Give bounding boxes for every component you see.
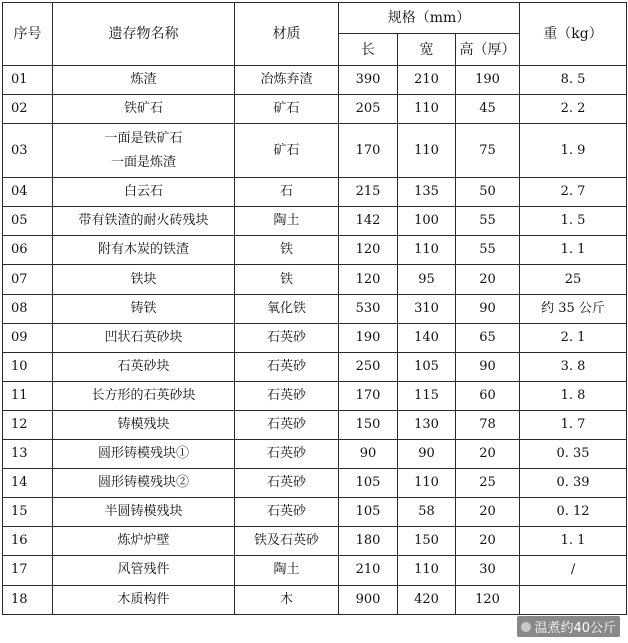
cell-material: 石英砂 bbox=[235, 410, 339, 439]
table-row bbox=[3, 585, 627, 614]
cell-name-line: 圆形铸模残块① bbox=[97, 446, 189, 462]
cell-length: 210 bbox=[339, 556, 398, 585]
cell-name-line: 铁矿石 bbox=[123, 101, 163, 117]
cell-width: 90 bbox=[398, 440, 456, 469]
table-body bbox=[3, 66, 627, 615]
cell-length: 90 bbox=[339, 440, 398, 469]
cell-no: 13 bbox=[3, 440, 53, 469]
cell-length: 180 bbox=[339, 527, 398, 556]
cell-width: 95 bbox=[398, 265, 456, 294]
cell-height: 20 bbox=[456, 498, 520, 527]
cell-length: 150 bbox=[339, 410, 398, 439]
cell-name bbox=[53, 207, 235, 236]
cell-no: 06 bbox=[3, 236, 53, 265]
header-length: 长 bbox=[339, 34, 398, 66]
table-row bbox=[3, 410, 627, 439]
table-row bbox=[3, 440, 627, 469]
cell-weight: 2. 2 bbox=[520, 95, 627, 124]
cell-name bbox=[53, 498, 235, 527]
cell-length: 390 bbox=[339, 66, 398, 95]
table-row bbox=[3, 207, 627, 236]
cell-height: 120 bbox=[456, 585, 520, 614]
cell-name-line: 凹状石英砂块 bbox=[104, 329, 183, 345]
cell-name bbox=[53, 265, 235, 294]
cell-width: 110 bbox=[398, 236, 456, 265]
cell-height: 78 bbox=[456, 410, 520, 439]
cell-no: 04 bbox=[3, 178, 53, 207]
cell-name-line: 长方形的石英砂块 bbox=[91, 387, 196, 403]
cell-length: 215 bbox=[339, 178, 398, 207]
cell-name bbox=[53, 124, 235, 178]
table-row bbox=[3, 294, 627, 323]
cell-name-line: 白云石 bbox=[123, 184, 163, 200]
cell-material: 铁 bbox=[235, 265, 339, 294]
cell-name-line: 一面是炼渣 bbox=[110, 154, 176, 170]
cell-name bbox=[53, 178, 235, 207]
cell-length: 205 bbox=[339, 95, 398, 124]
cell-material: 石英砂 bbox=[235, 469, 339, 498]
watermark bbox=[517, 616, 620, 637]
cell-weight: 25 bbox=[520, 265, 627, 294]
cell-no: 03 bbox=[3, 124, 53, 178]
cell-name-line: 铸模残块 bbox=[117, 416, 170, 432]
cell-no: 05 bbox=[3, 207, 53, 236]
cell-weight: 0. 12 bbox=[520, 498, 627, 527]
header-row-top bbox=[3, 3, 627, 34]
cell-height: 45 bbox=[456, 95, 520, 124]
cell-name-line: 一面是铁矿石 bbox=[104, 130, 183, 146]
cell-no: 09 bbox=[3, 323, 53, 352]
cell-material: 铁 bbox=[235, 236, 339, 265]
cell-width: 150 bbox=[398, 527, 456, 556]
cell-no: 12 bbox=[3, 410, 53, 439]
cell-length: 900 bbox=[339, 585, 398, 614]
cell-name bbox=[53, 410, 235, 439]
cell-no: 16 bbox=[3, 527, 53, 556]
cell-width: 110 bbox=[398, 556, 456, 585]
cell-width: 58 bbox=[398, 498, 456, 527]
cell-material: 石英砂 bbox=[235, 498, 339, 527]
cell-height: 90 bbox=[456, 294, 520, 323]
cell-weight: 0. 39 bbox=[520, 469, 627, 498]
table-row bbox=[3, 469, 627, 498]
cell-length: 170 bbox=[339, 381, 398, 410]
cell-width: 310 bbox=[398, 294, 456, 323]
cell-no: 11 bbox=[3, 381, 53, 410]
cell-name-line: 炼渣 bbox=[130, 72, 157, 88]
cell-height: 20 bbox=[456, 527, 520, 556]
cell-weight: 约 35 公斤 bbox=[520, 294, 627, 323]
cell-width: 140 bbox=[398, 323, 456, 352]
cell-material: 铁及石英砂 bbox=[235, 527, 339, 556]
header-height: 高（厚） bbox=[456, 34, 520, 66]
cell-no: 02 bbox=[3, 95, 53, 124]
cell-width: 100 bbox=[398, 207, 456, 236]
cell-name-line: 带有铁渣的耐火砖残块 bbox=[78, 213, 209, 229]
cell-width: 110 bbox=[398, 95, 456, 124]
cell-material: 氧化铁 bbox=[235, 294, 339, 323]
cell-height: 30 bbox=[456, 556, 520, 585]
cell-width: 115 bbox=[398, 381, 456, 410]
cell-height: 90 bbox=[456, 352, 520, 381]
cell-weight: 1. 1 bbox=[520, 236, 627, 265]
cell-material: 冶炼弃渣 bbox=[235, 66, 339, 95]
cell-name bbox=[53, 440, 235, 469]
table-row bbox=[3, 381, 627, 410]
cell-no: 07 bbox=[3, 265, 53, 294]
cell-weight: 1. 5 bbox=[520, 207, 627, 236]
cell-material: 矿石 bbox=[235, 124, 339, 178]
cell-height: 65 bbox=[456, 323, 520, 352]
cell-weight: 2. 1 bbox=[520, 323, 627, 352]
cell-width: 110 bbox=[398, 124, 456, 178]
cell-weight bbox=[520, 585, 627, 614]
cell-name-line: 风管残件 bbox=[117, 562, 170, 578]
cell-height: 55 bbox=[456, 236, 520, 265]
cell-length: 142 bbox=[339, 207, 398, 236]
cell-weight: / bbox=[520, 556, 627, 585]
cell-name bbox=[53, 469, 235, 498]
cell-name-line: 炼炉炉壁 bbox=[117, 533, 170, 549]
cell-name-line: 附有木炭的铁渣 bbox=[97, 242, 189, 258]
table-row bbox=[3, 527, 627, 556]
cell-length: 530 bbox=[339, 294, 398, 323]
cell-material: 石英砂 bbox=[235, 440, 339, 469]
cell-height: 75 bbox=[456, 124, 520, 178]
cell-width: 210 bbox=[398, 66, 456, 95]
table-row bbox=[3, 236, 627, 265]
cell-material: 陶土 bbox=[235, 207, 339, 236]
cell-no: 01 bbox=[3, 66, 53, 95]
cell-name bbox=[53, 95, 235, 124]
cell-weight: 1. 8 bbox=[520, 381, 627, 410]
cell-length: 170 bbox=[339, 124, 398, 178]
cell-width: 105 bbox=[398, 352, 456, 381]
table-row bbox=[3, 556, 627, 585]
header-weight: 重（kg） bbox=[520, 3, 627, 66]
cell-height: 20 bbox=[456, 440, 520, 469]
relics-table bbox=[2, 2, 627, 615]
cell-material: 矿石 bbox=[235, 95, 339, 124]
cell-no: 10 bbox=[3, 352, 53, 381]
table-row bbox=[3, 265, 627, 294]
watermark-text: 温煮约40公斤 bbox=[534, 621, 616, 636]
table-row bbox=[3, 352, 627, 381]
table-row bbox=[3, 95, 627, 124]
cell-width: 420 bbox=[398, 585, 456, 614]
cell-name bbox=[53, 585, 235, 614]
cell-height: 60 bbox=[456, 381, 520, 410]
cell-name bbox=[53, 236, 235, 265]
table-row bbox=[3, 124, 627, 178]
cell-height: 190 bbox=[456, 66, 520, 95]
cell-name-line: 石英砂块 bbox=[117, 358, 170, 374]
header-name: 遗存物名称 bbox=[53, 3, 235, 66]
cell-name bbox=[53, 381, 235, 410]
cell-name bbox=[53, 556, 235, 585]
cell-width: 110 bbox=[398, 469, 456, 498]
cell-material: 陶土 bbox=[235, 556, 339, 585]
table-row bbox=[3, 66, 627, 95]
cell-length: 190 bbox=[339, 323, 398, 352]
cell-width: 130 bbox=[398, 410, 456, 439]
cell-name bbox=[53, 352, 235, 381]
cell-height: 50 bbox=[456, 178, 520, 207]
cell-no: 14 bbox=[3, 469, 53, 498]
cell-no: 18 bbox=[3, 585, 53, 614]
cell-name-line: 铸铁 bbox=[130, 300, 157, 316]
table-row bbox=[3, 178, 627, 207]
cell-weight: 1. 9 bbox=[520, 124, 627, 178]
cell-name-line: 半圆铸模残块 bbox=[104, 504, 183, 520]
cell-no: 17 bbox=[3, 556, 53, 585]
cell-weight: 0. 35 bbox=[520, 440, 627, 469]
cell-name bbox=[53, 323, 235, 352]
cell-material: 石英砂 bbox=[235, 323, 339, 352]
table-row bbox=[3, 323, 627, 352]
cell-no: 08 bbox=[3, 294, 53, 323]
cell-weight: 2. 7 bbox=[520, 178, 627, 207]
cell-material: 石英砂 bbox=[235, 352, 339, 381]
table-row bbox=[3, 498, 627, 527]
cell-length: 105 bbox=[339, 469, 398, 498]
cell-name bbox=[53, 294, 235, 323]
cell-length: 250 bbox=[339, 352, 398, 381]
header-material: 材质 bbox=[235, 3, 339, 66]
header-width: 宽 bbox=[398, 34, 456, 66]
cell-length: 105 bbox=[339, 498, 398, 527]
cell-weight: 3. 8 bbox=[520, 352, 627, 381]
cell-weight: 8. 5 bbox=[520, 66, 627, 95]
cell-height: 55 bbox=[456, 207, 520, 236]
cell-width: 135 bbox=[398, 178, 456, 207]
cell-name-line: 铁块 bbox=[130, 271, 157, 287]
cell-length: 120 bbox=[339, 236, 398, 265]
header-no: 序号 bbox=[3, 3, 53, 66]
cell-length: 120 bbox=[339, 265, 398, 294]
cell-name-line: 木质构件 bbox=[117, 591, 170, 607]
cell-height: 25 bbox=[456, 469, 520, 498]
cell-material: 石 bbox=[235, 178, 339, 207]
cell-name-line: 圆形铸模残块② bbox=[97, 475, 189, 491]
cell-material: 木 bbox=[235, 585, 339, 614]
header-spec: 规格（mm） bbox=[339, 3, 520, 34]
cell-no: 15 bbox=[3, 498, 53, 527]
cell-weight: 1. 7 bbox=[520, 410, 627, 439]
cell-height: 20 bbox=[456, 265, 520, 294]
cell-name bbox=[53, 527, 235, 556]
cell-name bbox=[53, 66, 235, 95]
cell-material: 石英砂 bbox=[235, 381, 339, 410]
watermark-logo-icon bbox=[521, 622, 531, 632]
cell-weight: 1. 1 bbox=[520, 527, 627, 556]
